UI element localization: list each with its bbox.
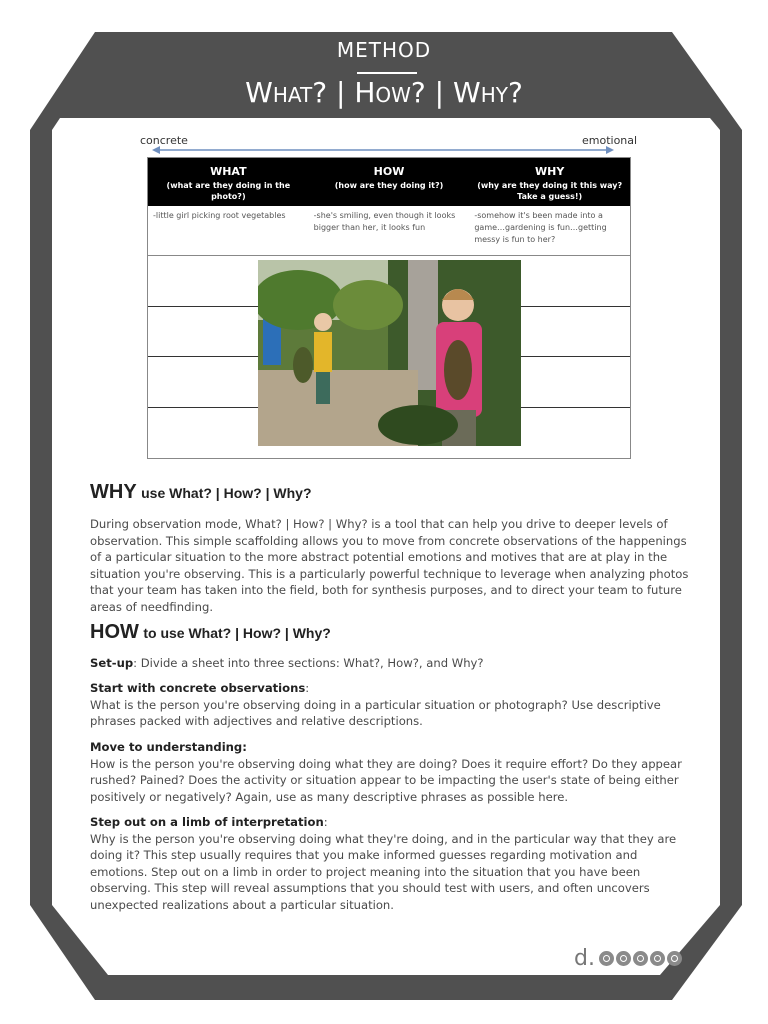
how-heading-big: HOW (90, 621, 139, 643)
setup-label: Set-up (90, 656, 134, 670)
how-heading (90, 621, 331, 644)
scale-label-emotional: emotional (582, 134, 638, 147)
garden-photo (258, 260, 521, 446)
header-how-subtitle: (how are they doing it?) (334, 181, 444, 190)
logo-circle-icon (599, 951, 614, 966)
step1-colon: : (305, 681, 310, 695)
header-what-title: WHAT (210, 165, 247, 178)
step3-colon: : (323, 815, 328, 829)
header-what-subtitle: (what are they doing in the photo?) (166, 181, 291, 201)
scale-arrow-icon (152, 145, 614, 155)
title-rule (357, 72, 417, 74)
why-heading-small: use What? | How? | Why? (141, 485, 312, 501)
why-heading (90, 481, 312, 504)
logo-text: d. (574, 945, 595, 971)
step2-text: How is the person you're observing doing what they are doing? Does it require effort? Do they appear rushed? Pained? Does the activity or situation appear to be impacting the user's state of being either positively or negatively? Again, use as many descriptive phrases as possible here. (90, 756, 682, 804)
step1-paragraph (90, 680, 696, 730)
page-title: What? | How? | Why? (245, 76, 523, 109)
header-why (469, 158, 630, 206)
why-heading-big: WHY (90, 481, 137, 503)
logo-circle-icon (650, 951, 665, 966)
step2-paragraph (90, 739, 696, 805)
dschool-logo (574, 944, 682, 972)
step1-label: Start with concrete observations (90, 681, 306, 695)
step3-text: Why is the person you're observing doing what they're doing, and in the particular way that they are doing it? This step usually requires that you make informed guesses regarding motivation and emotions. Step out on a limb in order to project meaning into the situation that you have been observing. This step will reveal assumptions that you should test with users, and often uncovers unexpected realizations about a particular situation. (90, 831, 677, 912)
step1-text: What is the person you're observing doing in a particular situation or photograph? Use descriptive phrases packed with adjectives and relative descriptions. (90, 697, 661, 729)
setup-text: : Divide a sheet into three sections: What?, How?, and Why? (133, 656, 484, 670)
method-label: METHOD (336, 38, 432, 62)
table-row (148, 206, 630, 256)
how-heading-small: to use What? | How? | Why? (143, 625, 331, 641)
example-why: -somehow it's been made into a game…gardening is fun…getting messy is fun to her? (474, 211, 607, 244)
header-how-title: HOW (373, 165, 405, 178)
why-body: During observation mode, What? | How? | Why? is a tool that can help you drive to deeper levels of observation. This simple scaffolding allows you to move from concrete observations of the happenings of a particular situation to the more abstract potential emotions and motives that are at play in the situation you're observing. This is a particularly powerful technique to leverage when analyzing photos that your team has taken into the field, both for synthesis purposes, and to direct your team to future areas of needfinding. (90, 517, 689, 614)
example-what: -little girl picking root vegetables (153, 211, 286, 220)
table-header (148, 158, 630, 206)
scale-label-concrete: concrete (140, 134, 188, 147)
step3-paragraph (90, 814, 696, 914)
header-how (309, 158, 470, 206)
header-why-title: WHY (535, 165, 565, 178)
logo-circle-icon (667, 951, 682, 966)
example-how: -she's smiling, even though it looks bigger than her, it looks fun (313, 211, 456, 232)
logo-circle-icon (633, 951, 648, 966)
header-what (148, 158, 309, 206)
step3-label: Step out on a limb of interpretation (90, 815, 324, 829)
logo-circle-icon (616, 951, 631, 966)
step2-label: Move to understanding: (90, 740, 247, 754)
setup-paragraph (90, 655, 696, 672)
header-why-subtitle: (why are they doing it this way? Take a guess!) (477, 181, 623, 201)
